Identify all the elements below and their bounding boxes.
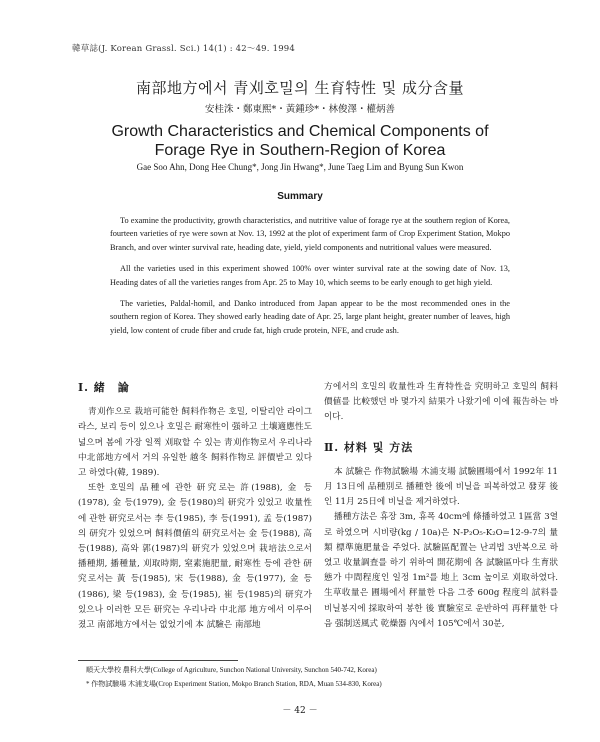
english-title-line-1: Growth Characteristics and Chemical Components of [111, 123, 489, 140]
section-heading-introduction: Ⅰ. 緒 論 [78, 381, 130, 394]
abstract-paragraph-2: All the varieties used in this experiment showed 100% over winter survival rate at the sowing date of Nov. 13, Heading dates of all the varieties ranges from Apr. 25 to May 10, which seems to be early enough to get high yield. [110, 264, 510, 287]
korean-title: 南部地方에서 青刈호밀의 生育特性 및 成分含量 [135, 79, 464, 97]
intro-paragraph-2: 또한 호밀의 品種에 관한 研究로는 許(1988), 金 등(1978), 金 등(1979), 金 등(1980)의 研究가 있었고 收量性에 관한 研究로서는 李 등(1985), 李 등(1991), 孟 등(1987)의 研究가 있었으며 飼料價値의 研究로서는 金 등(1988), 高 등(1988), 高와 郭(1987)의 研究가 있었으며 栽培法으로서 播種期, 播種量, 刈取時期, 窒素施肥量, 耐寒性 등에 관한 研究로서는 黃 등(1985), 宋 등(1988), 金 등(1977), 金 등(1986), 梁 등(1983), 金 등(1985), 崔 등(1985)의 研究가 있으나 이러한 모든 研究는 우리나라 中北部 地方에서 이루어졌고 南部地方에서는 없었기에 本 試驗은 南部地 [78, 483, 312, 631]
right-column [324, 380, 558, 632]
footnote-divider [78, 660, 238, 661]
page-number: － 42 － [282, 706, 318, 716]
left-column [78, 380, 312, 633]
footnote-affiliation-2: * 作物試驗場 木浦支場(Crop Experiment Station, Mokpo Branch Station, RDA, Muan 534-830, Korea) [86, 680, 382, 688]
footnote-affiliation-1: 順天大學校 農科大學(College of Agriculture, Sunchon National University, Sunchon 540-742, Korea) [86, 666, 377, 674]
methods-paragraph-1: 本 試驗은 作物試驗場 木浦支場 試驗圃場에서 1992年 11月 13日에 品種別로 播種한 後에 비닐을 피복하였고 發芽 後인 11月 25日에 비닐을 제거하였다. [324, 466, 558, 508]
intro-paragraph-tail: 方에서의 호밀의 收量性과 生育特性을 究明하고 호밀의 飼料價値를 比較했던 바 몇가지 結果가 나왔기에 이에 報告하는 바이다. [324, 382, 558, 423]
english-title [0, 122, 600, 160]
abstract-paragraph-3: The varieties, Paldal-homil, and Danko introduced from Japan appear to be the most recommended ones in the southern region of Korea. They showed early heading date of Apr. 25, large plant height, greater number of leaves, high yield, low content of crude fiber and crude fat, high crude protein, NFE, and crude ash. [110, 299, 510, 335]
korean-authors: 安桂洙・鄭東熙*・黃鍾珍*・林俊澤・權炳善 [204, 104, 395, 115]
summary-heading: Summary [277, 191, 323, 202]
english-title-line-2: Forage Rye in Southern-Region of Korea [154, 142, 446, 159]
journal-citation: 韓草誌(J. Korean Grassl. Sci.) 14(1) : 42～49. 1994 [72, 44, 296, 54]
intro-paragraph-1: 靑刈作으로 栽培可能한 飼料作物은 호밀, 이탈리안 라이그라스, 보리 등이 있으나 호밀은 耐寒性이 强하고 土壤適應性도 넓으며 봄에 가장 일찍 刈取할 수 있는 靑刈作物로서 우리나라 中北部地方에서 거의 유일한 越冬 飼料作物로 評價받고 있다고 하였다(韓, 1989). [78, 407, 312, 479]
section-heading-methods: Ⅱ. 材料 및 方法 [324, 440, 414, 454]
abstract-paragraph-1: To examine the productivity, growth characteristics, and nutritive value of forage rye at the southern region of Korea, fourteen varieties of rye were sown at Nov. 13, 1992 at the plot of experiment farm of Crop Experiment Station, Mokpo Branch, and over winter survival rate, heading date, yield, yield components and nutritional values were measured. [110, 216, 510, 252]
abstract [110, 214, 510, 345]
english-authors: Gae Soo Ahn, Dong Hee Chung*, Jong Jin Hwang*, June Taeg Lim and Byung Sun Kwon [136, 162, 464, 172]
methods-paragraph-2: 播種方法은 휴장 3m, 휴폭 40cm에 條播하였고 1區當 3열로 하였으며 시비량(kg / 10a)은 N-P₂O₅-K₂O=12-9-7의 量類 標準施肥量을 주었다. 試驗區配置는 난괴법 3반복으로 하였고 收量調査를 하기 위하여 開花期에 各 試驗區마다 生育狀態가 中間程度인 일정 1m²를 地上 3cm 높이로 刈取하였다. 生草收量은 圃場에서 秤量한 다음 그중 600g 程度의 試料를 비닐봉지에 採取하여 봉한 後 實驗室로 운반하여 再秤量한 다음 强制送風式 乾燥器 內에서 105℃에서 30분, [324, 512, 558, 629]
